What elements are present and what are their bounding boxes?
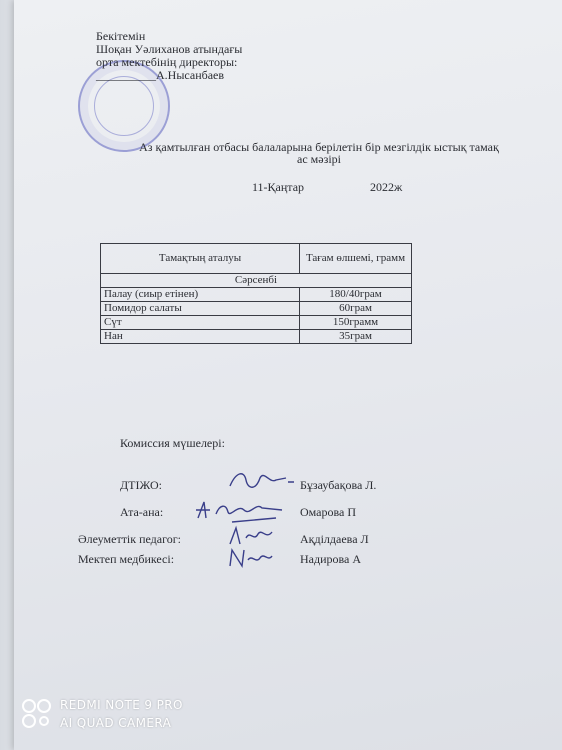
table-row (101, 330, 412, 344)
food-name-cell: Помидор салаты (101, 302, 300, 316)
commission-title: Комиссия мүшелері: (120, 436, 225, 450)
watermark-line-2: AI QUAD CAMERA (60, 716, 172, 730)
member-name: Омарова П (300, 505, 357, 519)
menu-table (100, 243, 412, 344)
table-day-row (101, 274, 412, 288)
table-row (101, 316, 412, 330)
portion-cell: 60грам (300, 302, 412, 316)
member-name: Надирова А (300, 552, 362, 566)
date-year: 2022ж (370, 180, 403, 194)
camera-lens-icon (22, 699, 52, 729)
member-role: Әлеуметтік педагог: (78, 532, 181, 546)
camera-watermark (22, 696, 183, 732)
portion-cell: 150грамм (300, 316, 412, 330)
header-food-name: Тамақтың аталуы (101, 244, 300, 274)
table-row (101, 288, 412, 302)
table-header-row (101, 244, 412, 274)
title-line-1: Аз қамтылған отбасы балаларына берілетін бір мезгілдік ыстық тамақ (139, 140, 499, 154)
food-name-cell: Палау (сиыр етінен) (101, 288, 300, 302)
approval-block (96, 30, 242, 82)
approval-line-2: Шоқан Уәлиханов атындағы (96, 42, 243, 56)
food-name-cell: Сүт (101, 316, 300, 330)
signature-icon (226, 544, 274, 572)
member-name: Бұзаубақова Л. (300, 478, 377, 492)
member-role: ДТІЖО: (120, 478, 162, 492)
portion-cell: 35грам (300, 330, 412, 344)
approval-line-1: Бекітемін (96, 29, 146, 43)
member-name: Ақділдаева Л (300, 532, 369, 546)
member-role: Мектеп медбикесі: (78, 552, 175, 566)
day-label: Сәрсенбі (101, 274, 412, 288)
header-portion-size: Тағам өлшемі, грамм (300, 244, 412, 274)
signature-icon (226, 466, 296, 494)
member-role: Ата-ана: (120, 505, 164, 519)
date-day: 11-Қаңтар (252, 180, 305, 194)
table-row (101, 302, 412, 316)
approval-line-3: орта мектебінің директоры: (96, 55, 238, 69)
watermark-line-1: REDMI NOTE 9 PRO (60, 698, 183, 712)
signature-icon (192, 496, 286, 524)
approval-line-4: __________А.Нысанбаев (96, 68, 225, 82)
food-name-cell: Нан (101, 330, 300, 344)
portion-cell: 180/40грам (300, 288, 412, 302)
document-title (124, 141, 514, 165)
title-line-2: ас мәзірі (297, 152, 341, 166)
